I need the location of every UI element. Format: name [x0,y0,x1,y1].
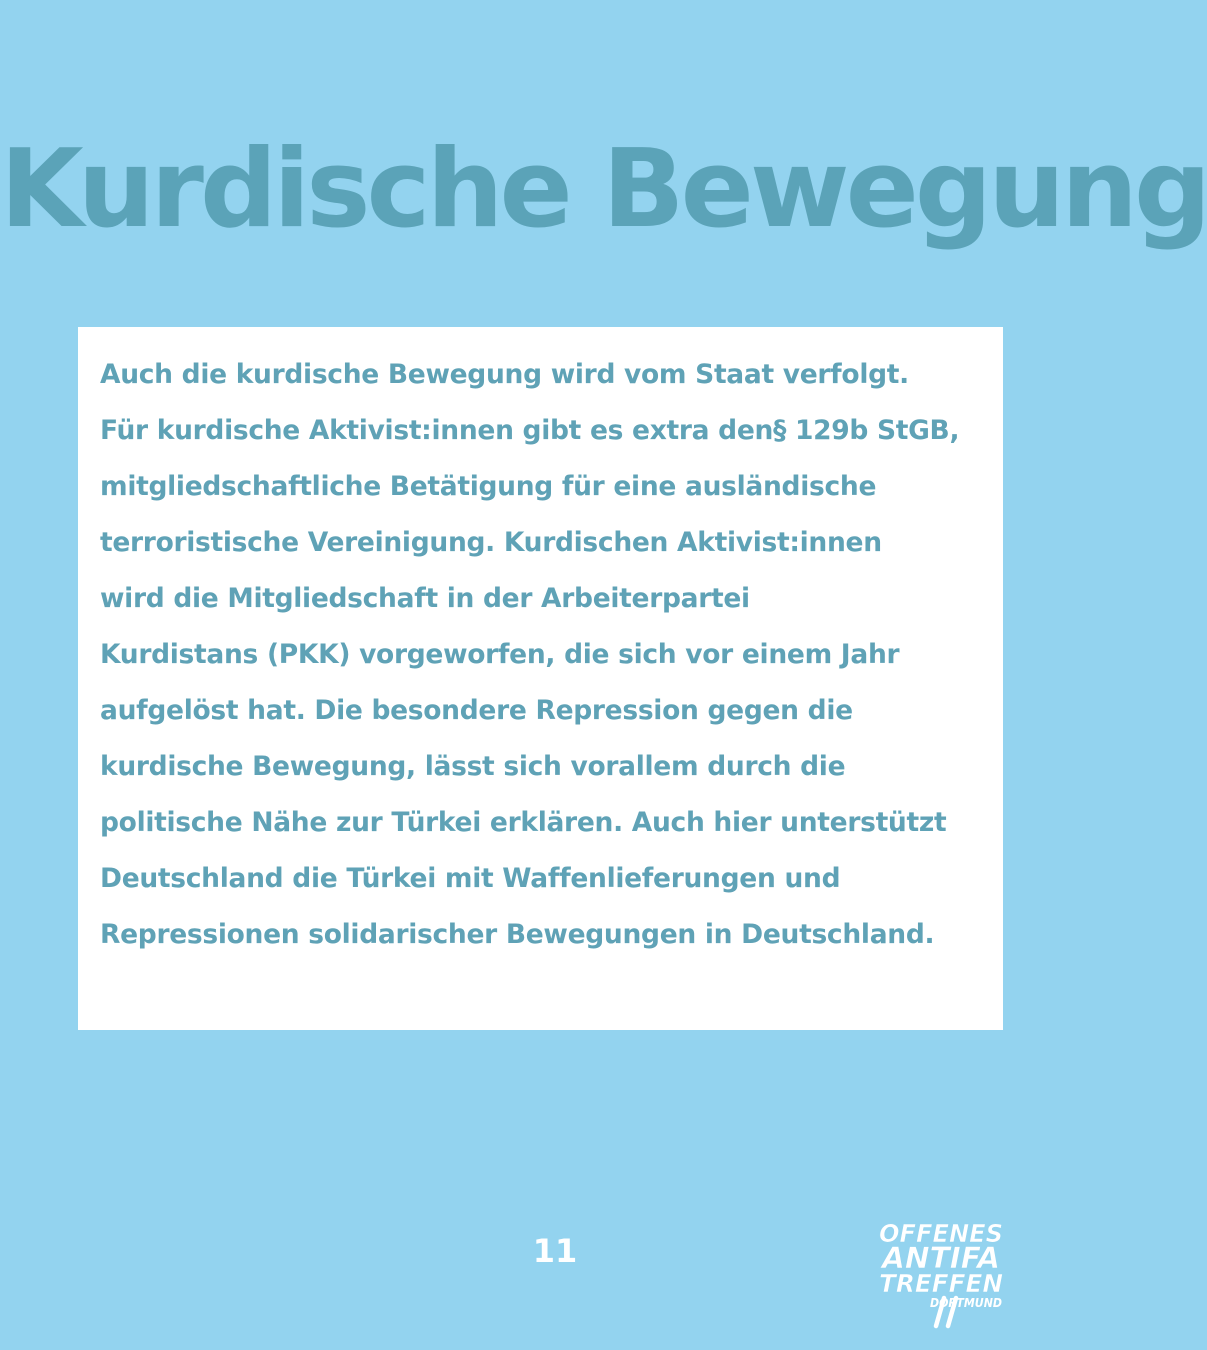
card-text-line: wird die Mitgliedschaft in der Arbeiterpartei [100,583,750,614]
card-text-line: Deutschland die Türkei mit Waffenlieferungen und [100,863,841,894]
card-body-text [100,347,983,963]
logo-text-offenes: OFFENES [879,1219,1003,1248]
logo-text-dortmund: DORTMUND [930,1296,1003,1310]
card-text-line: Für kurdische Aktivist:innen gibt es extra den§ 129b StGB, [100,415,960,446]
card-text-line: Auch die kurdische Bewegung wird vom Staat verfolgt. [100,359,909,390]
antifa-treffen-logo [876,1216,1006,1332]
card-text-line: kurdische Bewegung, lässt sich vorallem durch die [100,751,846,782]
card-text-line: politische Nähe zur Türkei erklären. Auch hier unterstützt [100,807,947,838]
card-text-line: Repressionen solidarischer Bewegungen in Deutschland. [100,919,935,950]
card-text-line: aufgelöst hat. Die besondere Repression gegen die [100,695,853,726]
card-text-line: Kurdistans (PKK) vorgeworfen, die sich vor einem Jahr [100,639,900,670]
page-title: Kurdische Bewegung [0,127,1207,252]
card-text-line: mitgliedschaftliche Betätigung für eine ausländische [100,471,877,502]
page-number: 11 [532,1232,578,1270]
card-text-line: terroristische Vereinigung. Kurdischen Aktivist:innen [100,527,882,558]
logo-text-antifa: ANTIFA [879,1241,1000,1275]
logo-text-treffen: TREFFEN [879,1269,1004,1298]
text-card [78,327,1003,1030]
